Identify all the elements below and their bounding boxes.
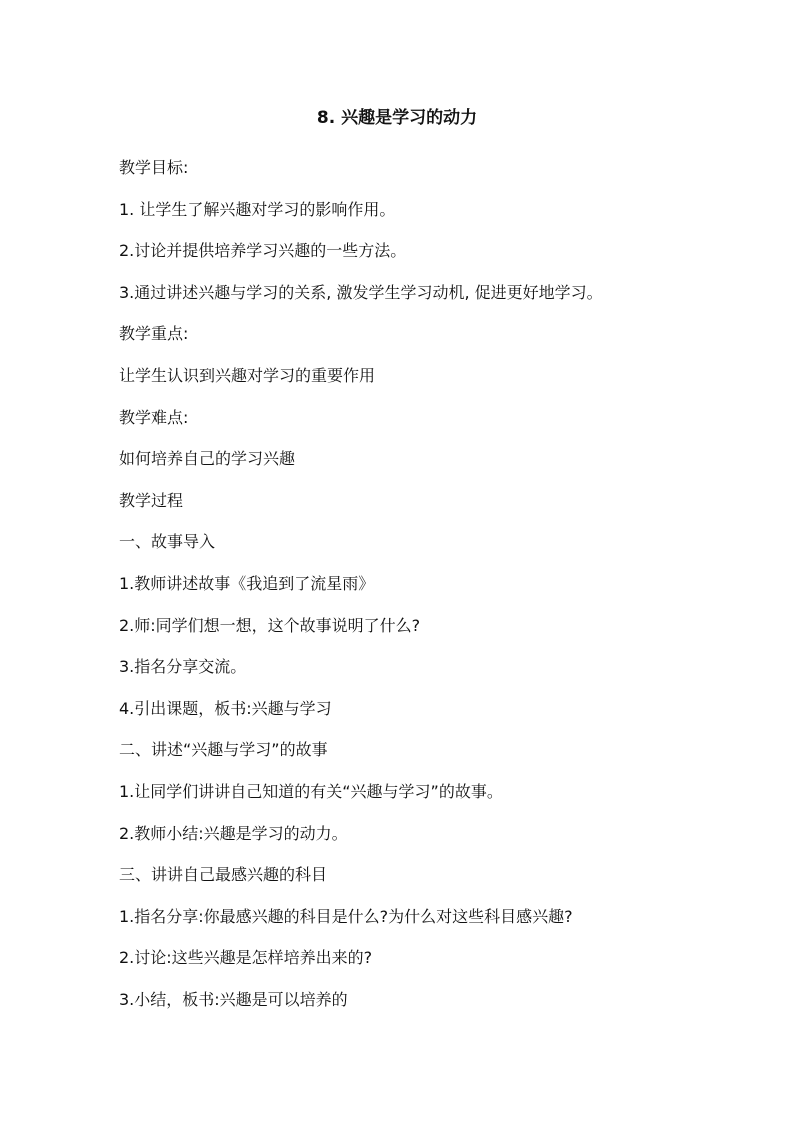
process-step-item: 2.讨论:这些兴趣是怎样培养出来的? bbox=[119, 948, 373, 968]
document-title: 8. 兴趣是学习的动力 bbox=[316, 108, 478, 128]
objective-item: 1. 让学生了解兴趣对学习的影响作用。 bbox=[119, 199, 396, 219]
process-step-item: 2.师:同学们想一想，这个故事说明了什么? bbox=[119, 615, 421, 635]
process-step-item: 1.让同学们讲讲自己知道的有关“兴趣与学习”的故事。 bbox=[119, 781, 503, 801]
process-step-heading: 二、讲述“兴趣与学习”的故事 bbox=[119, 740, 328, 760]
section-heading-key-points: 教学重点: bbox=[119, 324, 189, 344]
process-step-item: 1.教师讲述故事《我追到了流星雨》 bbox=[119, 573, 375, 593]
process-step-item: 3.小结，板书:兴趣是可以培养的 bbox=[119, 989, 348, 1009]
process-step-item: 2.教师小结:兴趣是学习的动力。 bbox=[119, 823, 348, 843]
section-heading-objectives: 教学目标: bbox=[119, 158, 189, 177]
process-step-heading: 三、讲讲自己最感兴趣的科目 bbox=[119, 865, 328, 885]
process-step-item: 3.指名分享交流。 bbox=[119, 657, 247, 677]
objective-item: 2.讨论并提供培养学习兴趣的一些方法。 bbox=[119, 241, 407, 261]
objective-item: 3.通过讲述兴趣与学习的关系, 激发学生学习动机, 促进更好地学习。 bbox=[119, 282, 603, 302]
difficulty-text: 如何培养自己的学习兴趣 bbox=[119, 449, 296, 469]
section-heading-difficulties: 教学难点: bbox=[119, 407, 189, 427]
process-step-heading: 一、故事导入 bbox=[119, 532, 216, 552]
document-body bbox=[119, 147, 719, 1020]
process-step-item: 4.引出课题，板书:兴趣与学习 bbox=[119, 698, 332, 718]
key-point-text: 让学生认识到兴趣对学习的重要作用 bbox=[119, 365, 376, 385]
section-heading-process: 教学过程 bbox=[119, 490, 184, 510]
process-step-item: 1.指名分享:你最感兴趣的科目是什么?为什么对这些科目感兴趣? bbox=[119, 906, 573, 926]
